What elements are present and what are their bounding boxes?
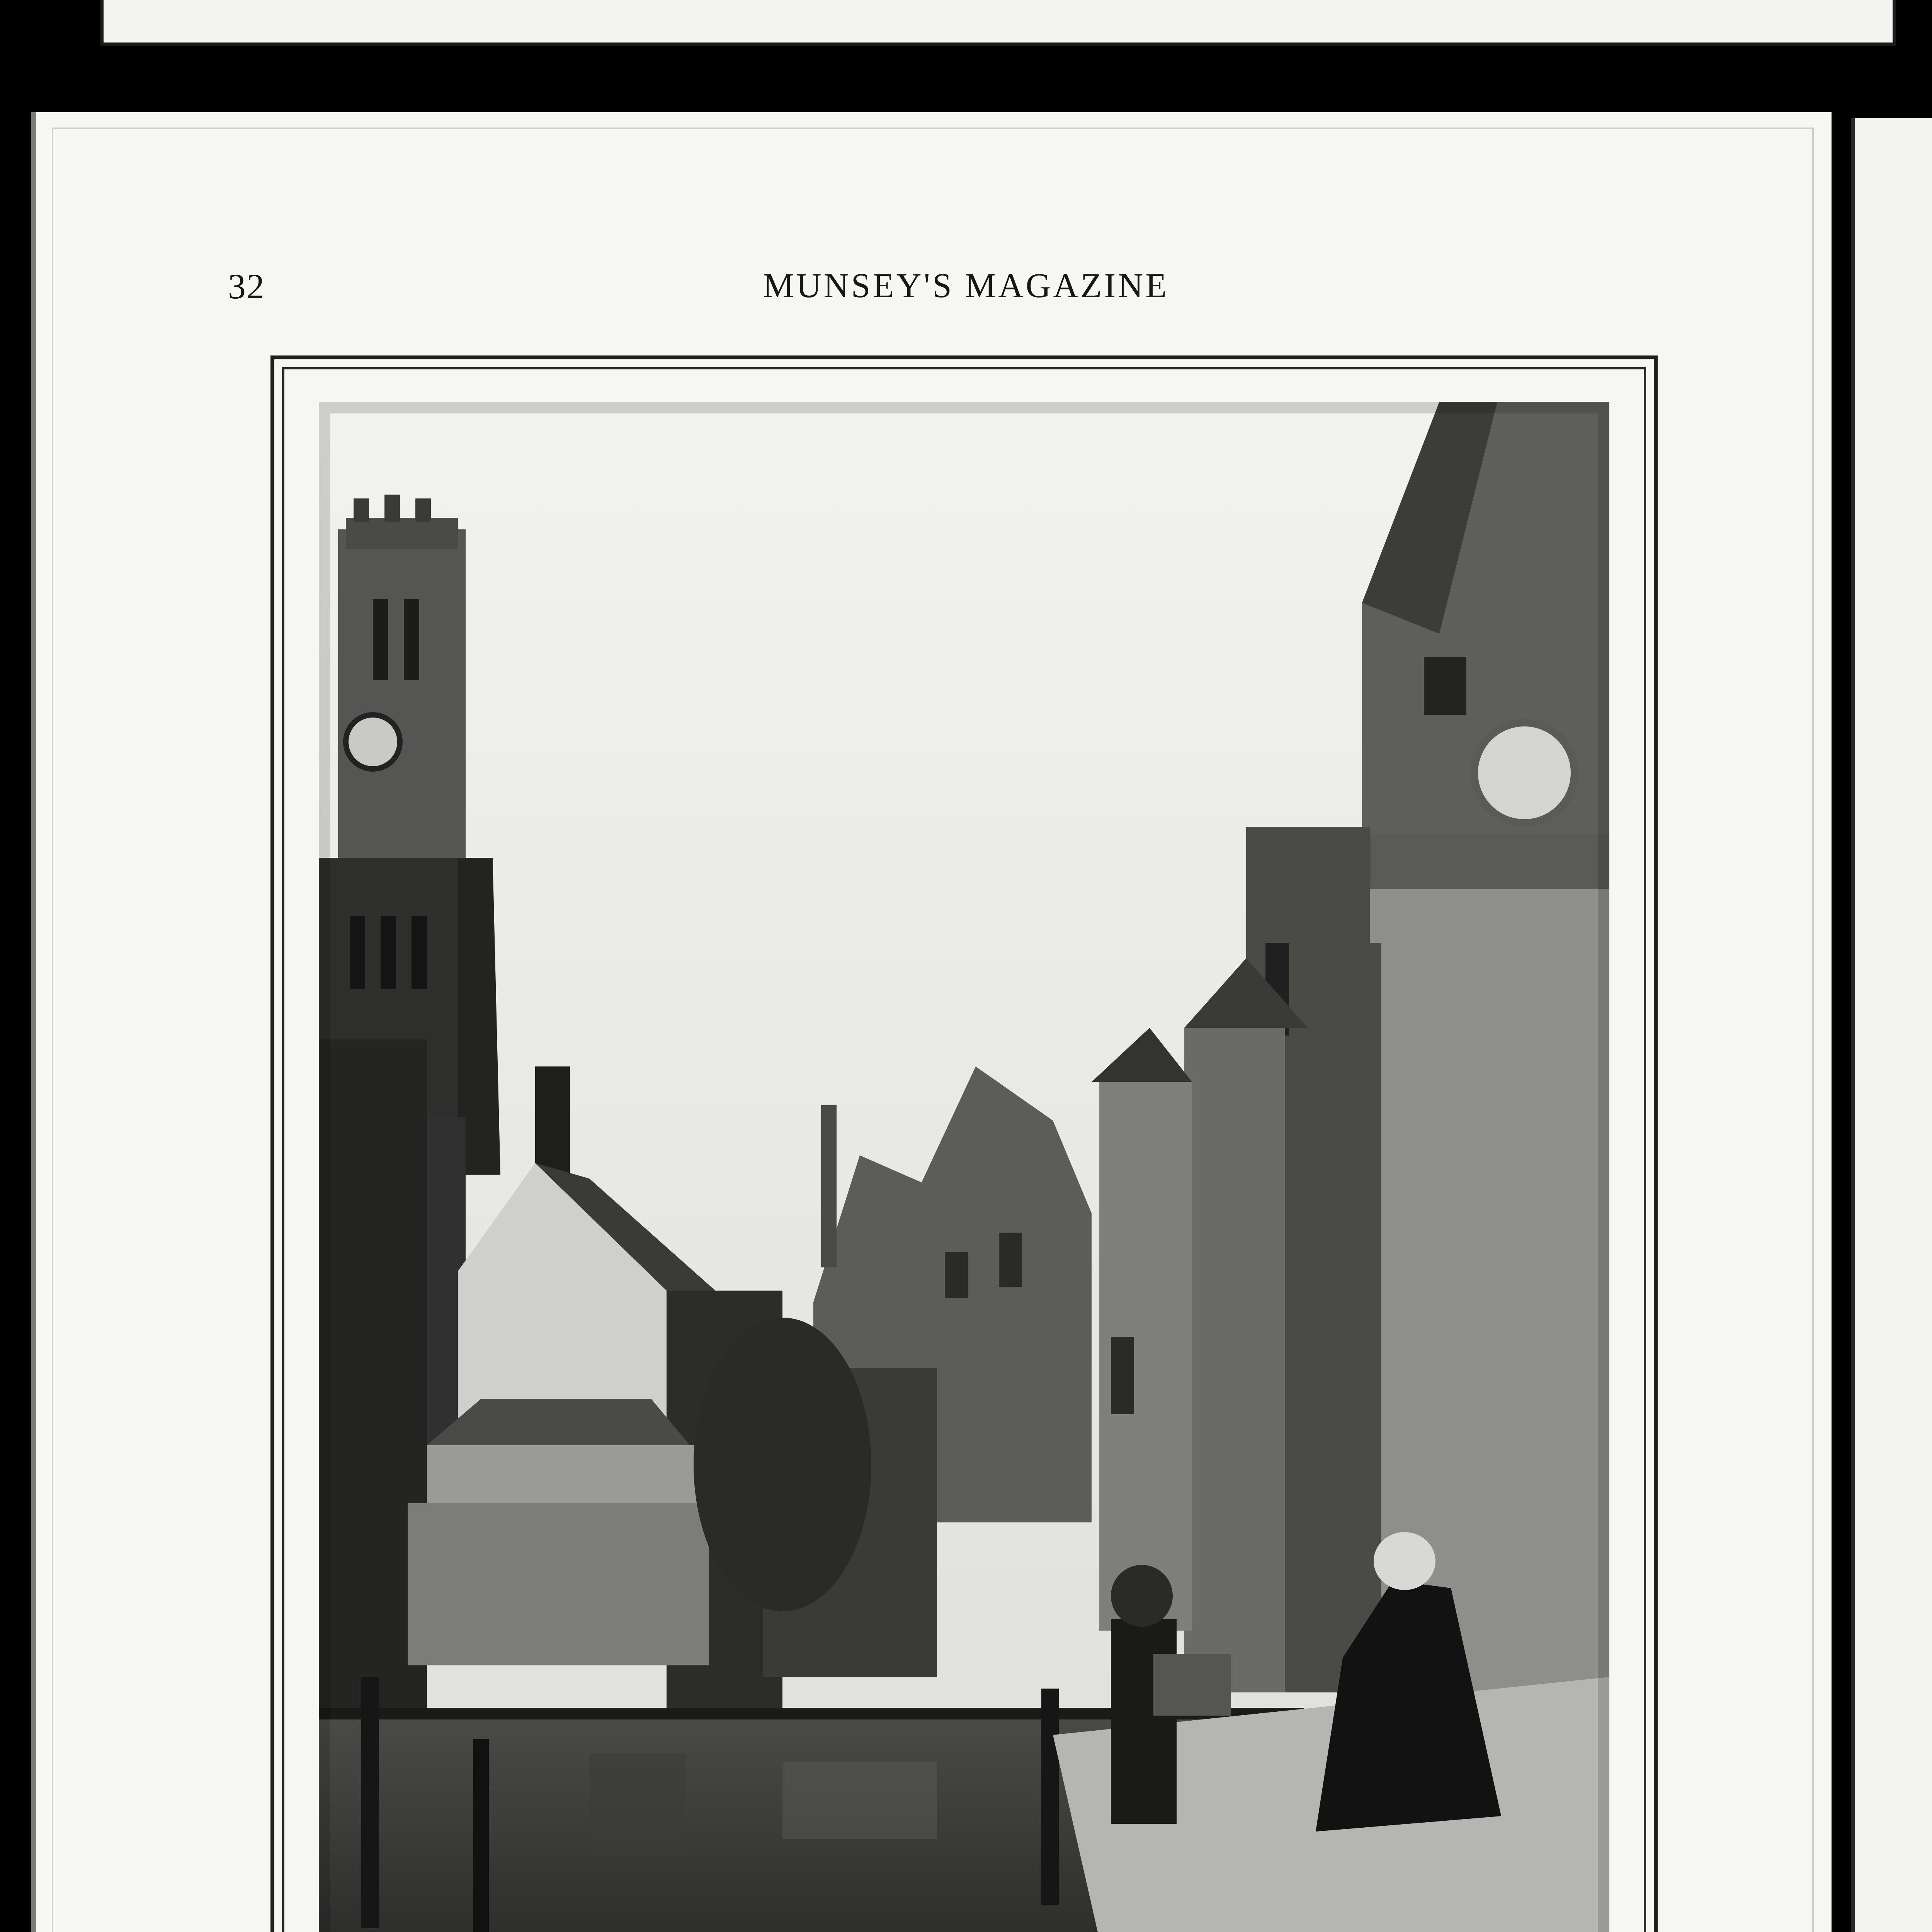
page-number: 32 bbox=[228, 267, 265, 306]
running-head bbox=[193, 266, 1739, 316]
previous-page-edge bbox=[100, 0, 1896, 46]
bruges-scene-illustration bbox=[319, 402, 1609, 1932]
magazine-title: MUNSEY'S MAGAZINE bbox=[763, 267, 1169, 305]
next-page-edge bbox=[1851, 118, 1932, 1932]
bruges-photograph bbox=[319, 402, 1609, 1932]
